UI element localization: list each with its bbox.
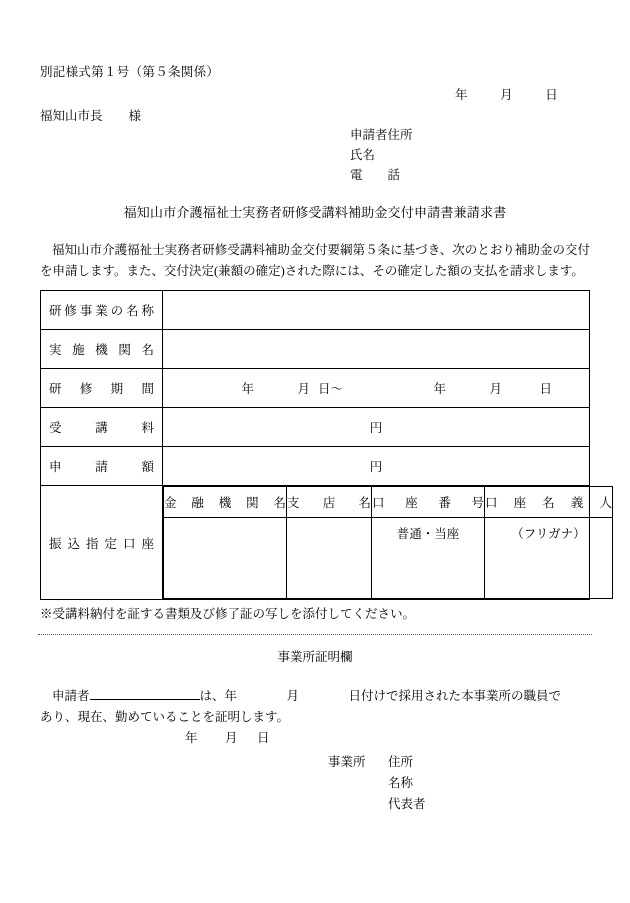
submission-date-month: 月 bbox=[500, 88, 513, 102]
bank-col-header-branch: 支店名 bbox=[287, 487, 372, 518]
row-label-period: 研修期間 bbox=[41, 369, 163, 408]
submission-date-day: 日 bbox=[545, 88, 558, 102]
addressee bbox=[40, 106, 141, 124]
period-end-month: 月 bbox=[489, 382, 502, 396]
bank-col-header-institution: 金融機関名 bbox=[164, 487, 287, 518]
certification-date-line bbox=[185, 728, 270, 746]
row-label-institution: 実施機関名 bbox=[41, 330, 163, 369]
certification-text-after-blank: は、 bbox=[199, 689, 225, 703]
period-end-year: 年 bbox=[433, 382, 446, 396]
applicant-address-label: 申請者住所 bbox=[350, 128, 413, 142]
table-row bbox=[41, 369, 590, 408]
bank-value-branch[interactable] bbox=[287, 518, 372, 599]
office-label: 事業所 bbox=[328, 755, 366, 769]
period-start-year: 年 bbox=[241, 382, 254, 396]
bank-col-header-account-number: 口座番号 bbox=[372, 487, 485, 518]
certification-date-day: 日 bbox=[257, 731, 270, 745]
row-value-institution[interactable] bbox=[163, 330, 590, 369]
bank-account-cell bbox=[163, 486, 612, 600]
certification-applicant-blank[interactable] bbox=[90, 686, 200, 700]
bank-col-header-account-holder: 口座名義人 bbox=[485, 487, 613, 518]
bank-header-row bbox=[164, 487, 613, 518]
applicant-info-block bbox=[350, 125, 413, 185]
addressee-name: 福知山市長 bbox=[40, 109, 103, 123]
office-info-block bbox=[328, 752, 426, 815]
intro-paragraph: 福知山市介護福祉士実務者研修受講料補助金交付要綱第５条に基づき、次のとおり補助金の交付を申請します。また、交付決定(兼額の確定)された際には、その確定した額の支払を請求します。 bbox=[40, 243, 590, 278]
period-end-day: 日 bbox=[539, 382, 552, 396]
submission-date-line bbox=[455, 85, 565, 103]
bank-account-subtable bbox=[163, 486, 613, 599]
row-value-training-name[interactable] bbox=[163, 291, 590, 330]
office-representative-line bbox=[328, 794, 426, 815]
certification-hire-month: 月 bbox=[286, 689, 300, 703]
certification-applicant-label: 申請者 bbox=[52, 689, 90, 703]
row-label-bank-account: 振込指定口座 bbox=[41, 486, 163, 600]
addressee-honorific: 様 bbox=[128, 109, 142, 123]
attachment-note: ※受講料納付を証する書類及び修了証の写しを添付してください。 bbox=[40, 607, 416, 621]
row-value-amount[interactable]: 円 bbox=[163, 447, 590, 486]
table-row bbox=[41, 408, 590, 447]
table-row bbox=[41, 291, 590, 330]
office-address-line bbox=[328, 752, 426, 773]
certification-date-month: 月 bbox=[225, 731, 238, 745]
table-row bbox=[41, 330, 590, 369]
table-row-bank bbox=[41, 486, 590, 600]
applicant-phone-label: 電 話 bbox=[350, 168, 401, 182]
certification-title: 事業所証明欄 bbox=[277, 650, 353, 664]
application-table bbox=[40, 290, 612, 600]
bank-value-account-holder-furigana[interactable]: （フリガナ） bbox=[485, 518, 613, 599]
bank-value-account-type[interactable]: 普通・当座 bbox=[372, 518, 485, 599]
office-representative-label: 代表者 bbox=[388, 797, 426, 811]
bank-value-institution[interactable] bbox=[164, 518, 287, 599]
bank-value-row bbox=[164, 518, 613, 599]
applicant-name-label: 氏名 bbox=[350, 148, 376, 162]
office-name-label: 名称 bbox=[388, 776, 414, 790]
certification-hire-year: 年 bbox=[224, 689, 238, 703]
period-start-day: 日～ bbox=[318, 382, 344, 396]
dotted-cut-line bbox=[38, 634, 592, 635]
row-value-period[interactable] bbox=[163, 369, 590, 408]
office-address-label: 住所 bbox=[388, 755, 414, 769]
certification-date-year: 年 bbox=[185, 731, 198, 745]
row-label-fee: 受講料 bbox=[41, 408, 163, 447]
certification-text-tail: 日付けで採用された本事業所の職員で bbox=[348, 689, 562, 703]
submission-date-year: 年 bbox=[455, 88, 468, 102]
certification-line-1 bbox=[40, 686, 590, 707]
certification-body bbox=[40, 686, 590, 728]
document-title: 福知山市介護福祉士実務者研修受講料補助金交付申請書兼請求書 bbox=[123, 205, 507, 220]
form-number: 別記様式第１号（第５条関係） bbox=[40, 65, 220, 79]
period-start-month: 月 bbox=[297, 382, 310, 396]
row-value-fee[interactable]: 円 bbox=[163, 408, 590, 447]
office-name-line bbox=[328, 773, 426, 794]
table-row bbox=[41, 447, 590, 486]
certification-line-2: あり、現在、勤めていることを証明します。 bbox=[40, 710, 290, 724]
row-label-amount: 申請額 bbox=[41, 447, 163, 486]
row-label-training-name: 研修事業の名称 bbox=[41, 291, 163, 330]
